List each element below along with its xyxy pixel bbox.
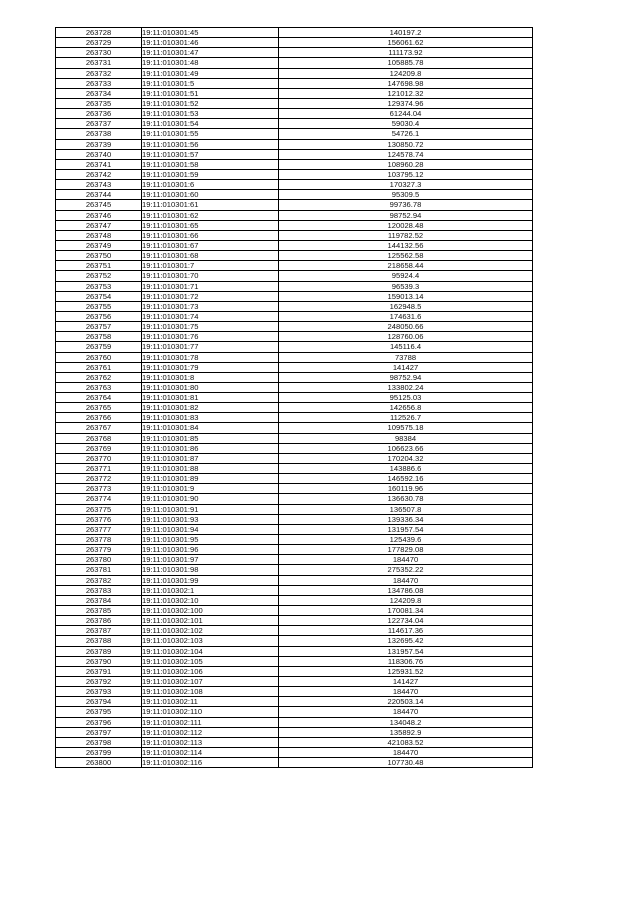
value-cell: 135892.9	[279, 727, 533, 737]
cadastral-number-cell: 19:11:010301:86	[142, 443, 279, 453]
cadastral-number-cell: 19:11:010301:65	[142, 220, 279, 230]
table-row	[56, 169, 533, 179]
table-row	[56, 707, 533, 717]
value-cell: 112526.7	[279, 413, 533, 423]
row-number-cell: 263766	[56, 413, 142, 423]
cadastral-number-cell: 19:11:010301:51	[142, 88, 279, 98]
cadastral-number-cell: 19:11:010301:7	[142, 261, 279, 271]
row-number-cell: 263758	[56, 332, 142, 342]
cadastral-number-cell: 19:11:010302:103	[142, 636, 279, 646]
table-row	[56, 28, 533, 38]
value-cell: 125562.58	[279, 251, 533, 261]
value-cell: 144132.56	[279, 240, 533, 250]
table-row	[56, 311, 533, 321]
value-cell: 174631.6	[279, 311, 533, 321]
table-row	[56, 666, 533, 676]
row-number-cell: 263784	[56, 595, 142, 605]
row-number-cell: 263798	[56, 737, 142, 747]
table-row	[56, 149, 533, 159]
cadastral-number-cell: 19:11:010301:79	[142, 362, 279, 372]
value-cell: 140197.2	[279, 28, 533, 38]
cadastral-number-cell: 19:11:010302:113	[142, 737, 279, 747]
row-number-cell: 263752	[56, 271, 142, 281]
row-number-cell: 263748	[56, 230, 142, 240]
cadastral-number-cell: 19:11:010302:11	[142, 697, 279, 707]
value-cell: 139336.34	[279, 514, 533, 524]
cadastral-number-cell: 19:11:010301:46	[142, 38, 279, 48]
cadastral-number-cell: 19:11:010301:45	[142, 28, 279, 38]
table-row	[56, 220, 533, 230]
cadastral-number-cell: 19:11:010302:1	[142, 585, 279, 595]
table-row	[56, 737, 533, 747]
value-cell: 73788	[279, 352, 533, 362]
table-row	[56, 372, 533, 382]
value-cell: 177829.08	[279, 545, 533, 555]
table-row	[56, 677, 533, 687]
row-number-cell: 263777	[56, 524, 142, 534]
cadastral-number-cell: 19:11:010301:8	[142, 372, 279, 382]
value-cell: 170327.3	[279, 180, 533, 190]
value-cell: 143886.6	[279, 464, 533, 474]
row-number-cell: 263743	[56, 180, 142, 190]
cadastral-number-cell: 19:11:010301:48	[142, 58, 279, 68]
cadastral-number-cell: 19:11:010301:66	[142, 230, 279, 240]
table-row	[56, 727, 533, 737]
value-cell: 118306.76	[279, 656, 533, 666]
table-row	[56, 139, 533, 149]
cadastral-number-cell: 19:11:010302:105	[142, 656, 279, 666]
table-row	[56, 332, 533, 342]
table-row	[56, 393, 533, 403]
value-cell: 103795.12	[279, 169, 533, 179]
table-row	[56, 717, 533, 727]
row-number-cell: 263741	[56, 159, 142, 169]
table-row	[56, 595, 533, 605]
cadastral-number-cell: 19:11:010302:112	[142, 727, 279, 737]
cadastral-number-cell: 19:11:010301:72	[142, 291, 279, 301]
value-cell: 184470	[279, 555, 533, 565]
table-row	[56, 443, 533, 453]
row-number-cell: 263734	[56, 88, 142, 98]
row-number-cell: 263782	[56, 575, 142, 585]
table-row	[56, 697, 533, 707]
value-cell: 54726.1	[279, 129, 533, 139]
row-number-cell: 263800	[56, 758, 142, 768]
row-number-cell: 263797	[56, 727, 142, 737]
table-row	[56, 484, 533, 494]
cadastral-number-cell: 19:11:010301:60	[142, 190, 279, 200]
table-row	[56, 453, 533, 463]
table-row	[56, 38, 533, 48]
row-number-cell: 263733	[56, 78, 142, 88]
value-cell: 121012.32	[279, 88, 533, 98]
table-row	[56, 190, 533, 200]
cadastral-number-cell: 19:11:010302:108	[142, 687, 279, 697]
value-cell: 134048.2	[279, 717, 533, 727]
cadastral-number-cell: 19:11:010301:78	[142, 352, 279, 362]
row-number-cell: 263778	[56, 535, 142, 545]
value-cell: 184470	[279, 687, 533, 697]
table-row	[56, 119, 533, 129]
cadastral-number-cell: 19:11:010301:59	[142, 169, 279, 179]
value-cell: 170204.32	[279, 453, 533, 463]
value-cell: 170081.34	[279, 606, 533, 616]
table-row	[56, 585, 533, 595]
value-cell: 160119.96	[279, 484, 533, 494]
row-number-cell: 263767	[56, 423, 142, 433]
value-cell: 131957.54	[279, 524, 533, 534]
value-cell: 98752.94	[279, 210, 533, 220]
row-number-cell: 263775	[56, 504, 142, 514]
row-number-cell: 263742	[56, 169, 142, 179]
row-number-cell: 263744	[56, 190, 142, 200]
table-row	[56, 159, 533, 169]
row-number-cell: 263768	[56, 433, 142, 443]
cadastral-number-cell: 19:11:010302:10	[142, 595, 279, 605]
table-row	[56, 78, 533, 88]
row-number-cell: 263780	[56, 555, 142, 565]
row-number-cell: 263739	[56, 139, 142, 149]
value-cell: 114617.36	[279, 626, 533, 636]
table-row	[56, 504, 533, 514]
row-number-cell: 263753	[56, 281, 142, 291]
table-row	[56, 48, 533, 58]
cadastral-number-cell: 19:11:010301:80	[142, 382, 279, 392]
table-row	[56, 342, 533, 352]
table-row	[56, 281, 533, 291]
cadastral-number-cell: 19:11:010301:89	[142, 474, 279, 484]
row-number-cell: 263786	[56, 616, 142, 626]
cadastral-number-cell: 19:11:010302:106	[142, 666, 279, 676]
table-row	[56, 180, 533, 190]
row-number-cell: 263735	[56, 98, 142, 108]
table-row	[56, 58, 533, 68]
row-number-cell: 263745	[56, 200, 142, 210]
row-number-cell: 263792	[56, 677, 142, 687]
cadastral-number-cell: 19:11:010301:98	[142, 565, 279, 575]
cadastral-number-cell: 19:11:010302:110	[142, 707, 279, 717]
table-row	[56, 656, 533, 666]
table-row	[56, 494, 533, 504]
table-row	[56, 433, 533, 443]
row-number-cell: 263776	[56, 514, 142, 524]
row-number-cell: 263794	[56, 697, 142, 707]
value-cell: 111173.92	[279, 48, 533, 58]
row-number-cell: 263795	[56, 707, 142, 717]
value-cell: 124578.74	[279, 149, 533, 159]
cadastral-number-cell: 19:11:010301:67	[142, 240, 279, 250]
table-row	[56, 646, 533, 656]
table-row	[56, 514, 533, 524]
table-row	[56, 575, 533, 585]
value-cell: 95309.5	[279, 190, 533, 200]
row-number-cell: 263799	[56, 747, 142, 757]
table-row	[56, 535, 533, 545]
cadastral-number-cell: 19:11:010301:81	[142, 393, 279, 403]
value-cell: 134786.08	[279, 585, 533, 595]
value-cell: 133802.24	[279, 382, 533, 392]
table-row	[56, 291, 533, 301]
value-cell: 109575.18	[279, 423, 533, 433]
table-row	[56, 474, 533, 484]
value-cell: 125439.6	[279, 535, 533, 545]
value-cell: 125931.52	[279, 666, 533, 676]
value-cell: 421083.52	[279, 737, 533, 747]
value-cell: 61244.04	[279, 109, 533, 119]
cadastral-number-cell: 19:11:010301:88	[142, 464, 279, 474]
cadastral-number-cell: 19:11:010302:114	[142, 747, 279, 757]
value-cell: 162948.5	[279, 301, 533, 311]
value-cell: 96539.3	[279, 281, 533, 291]
value-cell: 136630.78	[279, 494, 533, 504]
value-cell: 95125.03	[279, 393, 533, 403]
table-row	[56, 362, 533, 372]
table-row	[56, 68, 533, 78]
value-cell: 218658.44	[279, 261, 533, 271]
table-row	[56, 403, 533, 413]
row-number-cell: 263781	[56, 565, 142, 575]
value-cell: 220503.14	[279, 697, 533, 707]
row-number-cell: 263761	[56, 362, 142, 372]
row-number-cell: 263796	[56, 717, 142, 727]
cadastral-number-cell: 19:11:010301:94	[142, 524, 279, 534]
cadastral-value-table	[55, 27, 533, 768]
value-cell: 98752.94	[279, 372, 533, 382]
row-number-cell: 263774	[56, 494, 142, 504]
row-number-cell: 263770	[56, 453, 142, 463]
cadastral-number-cell: 19:11:010301:55	[142, 129, 279, 139]
table-row	[56, 616, 533, 626]
row-number-cell: 263736	[56, 109, 142, 119]
table-row	[56, 423, 533, 433]
value-cell: 106623.66	[279, 443, 533, 453]
row-number-cell: 263728	[56, 28, 142, 38]
table-row	[56, 524, 533, 534]
cadastral-number-cell: 19:11:010301:85	[142, 433, 279, 443]
cadastral-number-cell: 19:11:010301:73	[142, 301, 279, 311]
value-cell: 145116.4	[279, 342, 533, 352]
table-row	[56, 109, 533, 119]
table-row	[56, 464, 533, 474]
row-number-cell: 263764	[56, 393, 142, 403]
cadastral-number-cell: 19:11:010301:93	[142, 514, 279, 524]
value-cell: 124209.8	[279, 595, 533, 605]
cadastral-number-cell: 19:11:010301:49	[142, 68, 279, 78]
value-cell: 146592.16	[279, 474, 533, 484]
value-cell: 108960.28	[279, 159, 533, 169]
table-row	[56, 747, 533, 757]
table-row	[56, 261, 533, 271]
row-number-cell: 263738	[56, 129, 142, 139]
cadastral-number-cell: 19:11:010301:96	[142, 545, 279, 555]
cadastral-number-cell: 19:11:010301:54	[142, 119, 279, 129]
row-number-cell: 263740	[56, 149, 142, 159]
cadastral-number-cell: 19:11:010301:74	[142, 311, 279, 321]
table-row	[56, 545, 533, 555]
value-cell: 142656.8	[279, 403, 533, 413]
cadastral-number-cell: 19:11:010301:77	[142, 342, 279, 352]
row-number-cell: 263783	[56, 585, 142, 595]
value-cell: 131957.54	[279, 646, 533, 656]
row-number-cell: 263749	[56, 240, 142, 250]
row-number-cell: 263732	[56, 68, 142, 78]
cadastral-number-cell: 19:11:010301:47	[142, 48, 279, 58]
row-number-cell: 263755	[56, 301, 142, 311]
value-cell: 184470	[279, 747, 533, 757]
table-row	[56, 210, 533, 220]
table-row	[56, 88, 533, 98]
table-row	[56, 240, 533, 250]
value-cell: 141427	[279, 677, 533, 687]
row-number-cell: 263757	[56, 322, 142, 332]
value-cell: 129374.96	[279, 98, 533, 108]
value-cell: 159013.14	[279, 291, 533, 301]
row-number-cell: 263779	[56, 545, 142, 555]
row-number-cell: 263747	[56, 220, 142, 230]
row-number-cell: 263791	[56, 666, 142, 676]
cadastral-number-cell: 19:11:010301:5	[142, 78, 279, 88]
value-cell: 119782.52	[279, 230, 533, 240]
table-row	[56, 382, 533, 392]
value-cell: 156061.62	[279, 38, 533, 48]
cadastral-number-cell: 19:11:010301:56	[142, 139, 279, 149]
value-cell: 184470	[279, 707, 533, 717]
cadastral-number-cell: 19:11:010301:68	[142, 251, 279, 261]
row-number-cell: 263773	[56, 484, 142, 494]
table-row	[56, 606, 533, 616]
table-row	[56, 129, 533, 139]
value-cell: 105885.78	[279, 58, 533, 68]
row-number-cell: 263759	[56, 342, 142, 352]
table-row	[56, 413, 533, 423]
table-row	[56, 352, 533, 362]
table-body	[56, 28, 533, 768]
cadastral-number-cell: 19:11:010302:111	[142, 717, 279, 727]
cadastral-number-cell: 19:11:010301:97	[142, 555, 279, 565]
row-number-cell: 263731	[56, 58, 142, 68]
cadastral-number-cell: 19:11:010301:75	[142, 322, 279, 332]
value-cell: 147698.98	[279, 78, 533, 88]
value-cell: 98384	[279, 433, 533, 443]
value-cell: 120028.48	[279, 220, 533, 230]
row-number-cell: 263756	[56, 311, 142, 321]
cadastral-number-cell: 19:11:010301:71	[142, 281, 279, 291]
cadastral-number-cell: 19:11:010301:52	[142, 98, 279, 108]
cadastral-number-cell: 19:11:010302:116	[142, 758, 279, 768]
value-cell: 248050.66	[279, 322, 533, 332]
cadastral-number-cell: 19:11:010301:61	[142, 200, 279, 210]
table-row	[56, 636, 533, 646]
table-row	[56, 565, 533, 575]
row-number-cell: 263737	[56, 119, 142, 129]
value-cell: 99736.78	[279, 200, 533, 210]
table-row	[56, 758, 533, 768]
row-number-cell: 263746	[56, 210, 142, 220]
cadastral-number-cell: 19:11:010301:6	[142, 180, 279, 190]
row-number-cell: 263788	[56, 636, 142, 646]
cadastral-number-cell: 19:11:010302:107	[142, 677, 279, 687]
row-number-cell: 263790	[56, 656, 142, 666]
cadastral-number-cell: 19:11:010301:91	[142, 504, 279, 514]
value-cell: 184470	[279, 575, 533, 585]
value-cell: 132695.42	[279, 636, 533, 646]
cadastral-number-cell: 19:11:010301:99	[142, 575, 279, 585]
cadastral-number-cell: 19:11:010301:87	[142, 453, 279, 463]
row-number-cell: 263729	[56, 38, 142, 48]
cadastral-number-cell: 19:11:010301:82	[142, 403, 279, 413]
value-cell: 124209.8	[279, 68, 533, 78]
row-number-cell: 263751	[56, 261, 142, 271]
table-row	[56, 555, 533, 565]
row-number-cell: 263730	[56, 48, 142, 58]
row-number-cell: 263762	[56, 372, 142, 382]
row-number-cell: 263771	[56, 464, 142, 474]
cadastral-number-cell: 19:11:010302:100	[142, 606, 279, 616]
row-number-cell: 263769	[56, 443, 142, 453]
row-number-cell: 263787	[56, 626, 142, 636]
cadastral-number-cell: 19:11:010301:90	[142, 494, 279, 504]
value-cell: 107730.48	[279, 758, 533, 768]
cadastral-number-cell: 19:11:010302:101	[142, 616, 279, 626]
table-row	[56, 271, 533, 281]
row-number-cell: 263765	[56, 403, 142, 413]
table-row	[56, 322, 533, 332]
cadastral-number-cell: 19:11:010301:95	[142, 535, 279, 545]
row-number-cell: 263750	[56, 251, 142, 261]
table-row	[56, 687, 533, 697]
cadastral-number-cell: 19:11:010301:58	[142, 159, 279, 169]
cadastral-number-cell: 19:11:010301:83	[142, 413, 279, 423]
value-cell: 95924.4	[279, 271, 533, 281]
row-number-cell: 263789	[56, 646, 142, 656]
row-number-cell: 263772	[56, 474, 142, 484]
cadastral-number-cell: 19:11:010301:53	[142, 109, 279, 119]
value-cell: 141427	[279, 362, 533, 372]
value-cell: 136507.8	[279, 504, 533, 514]
cadastral-number-cell: 19:11:010301:9	[142, 484, 279, 494]
table-row	[56, 230, 533, 240]
cadastral-number-cell: 19:11:010302:104	[142, 646, 279, 656]
value-cell: 275352.22	[279, 565, 533, 575]
row-number-cell: 263785	[56, 606, 142, 616]
table-row	[56, 301, 533, 311]
row-number-cell: 263754	[56, 291, 142, 301]
value-cell: 122734.04	[279, 616, 533, 626]
value-cell: 128760.06	[279, 332, 533, 342]
table-row	[56, 200, 533, 210]
value-cell: 130850.72	[279, 139, 533, 149]
cadastral-number-cell: 19:11:010301:84	[142, 423, 279, 433]
row-number-cell: 263760	[56, 352, 142, 362]
row-number-cell: 263793	[56, 687, 142, 697]
cadastral-number-cell: 19:11:010302:102	[142, 626, 279, 636]
table-row	[56, 626, 533, 636]
row-number-cell: 263763	[56, 382, 142, 392]
cadastral-number-cell: 19:11:010301:76	[142, 332, 279, 342]
cadastral-number-cell: 19:11:010301:62	[142, 210, 279, 220]
cadastral-number-cell: 19:11:010301:57	[142, 149, 279, 159]
table-row	[56, 98, 533, 108]
cadastral-number-cell: 19:11:010301:70	[142, 271, 279, 281]
value-cell: 59030.4	[279, 119, 533, 129]
table-row	[56, 251, 533, 261]
